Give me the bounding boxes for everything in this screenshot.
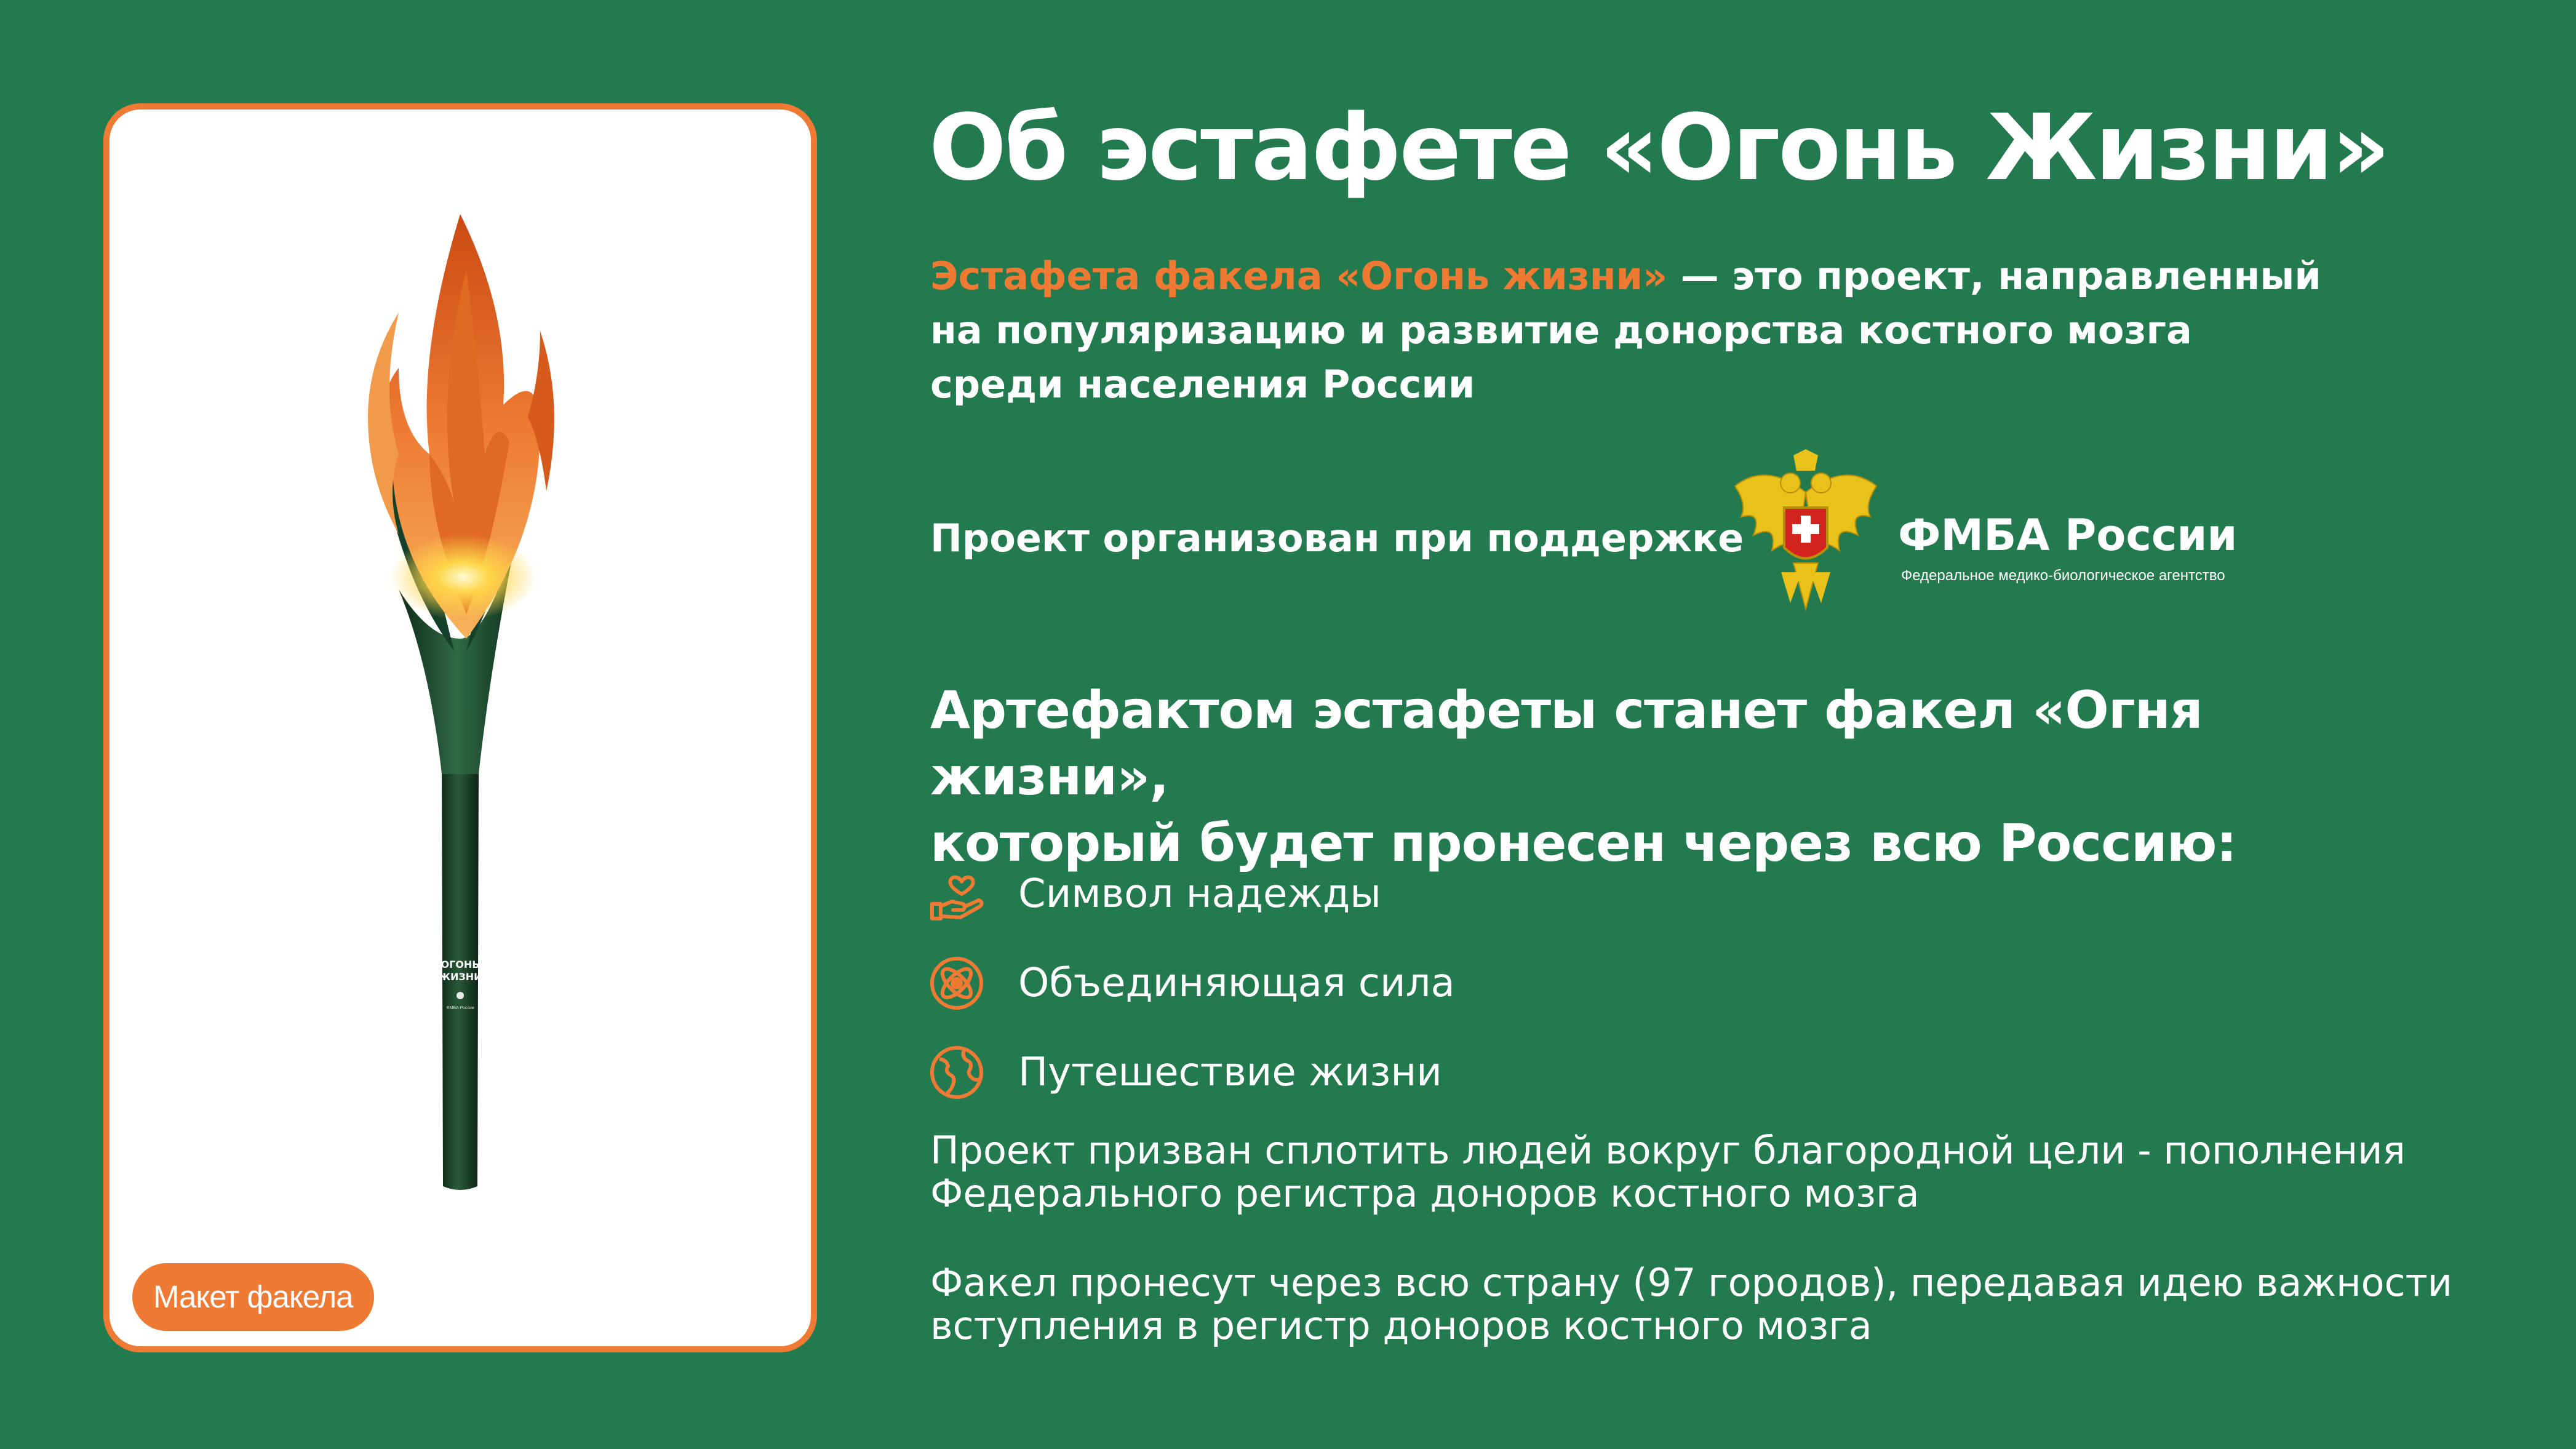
page-title: Об эстафете «Огонь Жизни» [929, 95, 2388, 201]
globe-icon [926, 1042, 987, 1103]
support-label: Проект организован при поддержке [930, 516, 1744, 561]
artefact-line-1: Артефактом эстафеты станет факел «Огня жизни», [930, 680, 2203, 807]
intro-line-2: на популяризацию и развитие донорства костного мозга [930, 308, 2192, 353]
intro-highlight: Эстафета факела «Огонь жизни» [930, 253, 1668, 298]
paragraph-route [930, 1261, 2530, 1347]
torch-logo-small: ФМБА России [446, 1006, 474, 1010]
torch-badge: Макет факела [132, 1263, 374, 1331]
torch-small-emblem [457, 992, 464, 999]
intro-line-1 [930, 249, 2345, 303]
atom-icon [926, 952, 987, 1014]
hand-heart-icon [926, 863, 987, 925]
torch-image [110, 110, 811, 1346]
feature-list [926, 849, 1455, 1117]
intro-line-3: среди населения России [930, 362, 1475, 407]
paragraph-line: вступления в регистр доноров костного мозга [930, 1303, 1872, 1348]
artefact-line-2: который будет пронесен через всю Россию: [930, 813, 2236, 873]
fmba-subtitle: Федеральное медико-биологическое агентство [1901, 567, 2225, 584]
torch-card [103, 103, 817, 1352]
intro-text-1: — это проект, направленный [1667, 253, 2321, 298]
paragraph-mission [930, 1129, 2530, 1215]
paragraph-line: Факел пронесут через всю страну (97 городов), передавая идею важности [930, 1260, 2453, 1305]
torch-logo-line2: ЖИЗНИ [438, 971, 482, 983]
fmba-logo [1729, 449, 2238, 621]
paragraph-line: Федерального регистра доноров костного мозга [930, 1171, 1920, 1216]
fmba-name: ФМБА России [1898, 510, 2238, 561]
torch-logo-line1: ОГОНЬ [441, 959, 480, 970]
intro-text [930, 249, 2345, 412]
feature-label: Путешествие жизни [1018, 1049, 1442, 1095]
feature-label: Символ надежды [1018, 871, 1381, 917]
eagle-emblem-icon [1729, 449, 1883, 621]
list-item [926, 1028, 1455, 1117]
list-item [926, 938, 1455, 1028]
paragraph-line: Проект призван сплотить людей вокруг благородной цели - пополнения [930, 1128, 2406, 1173]
list-item [926, 849, 1455, 938]
artefact-heading [930, 677, 2407, 876]
feature-label: Объединяющая сила [1018, 960, 1455, 1006]
